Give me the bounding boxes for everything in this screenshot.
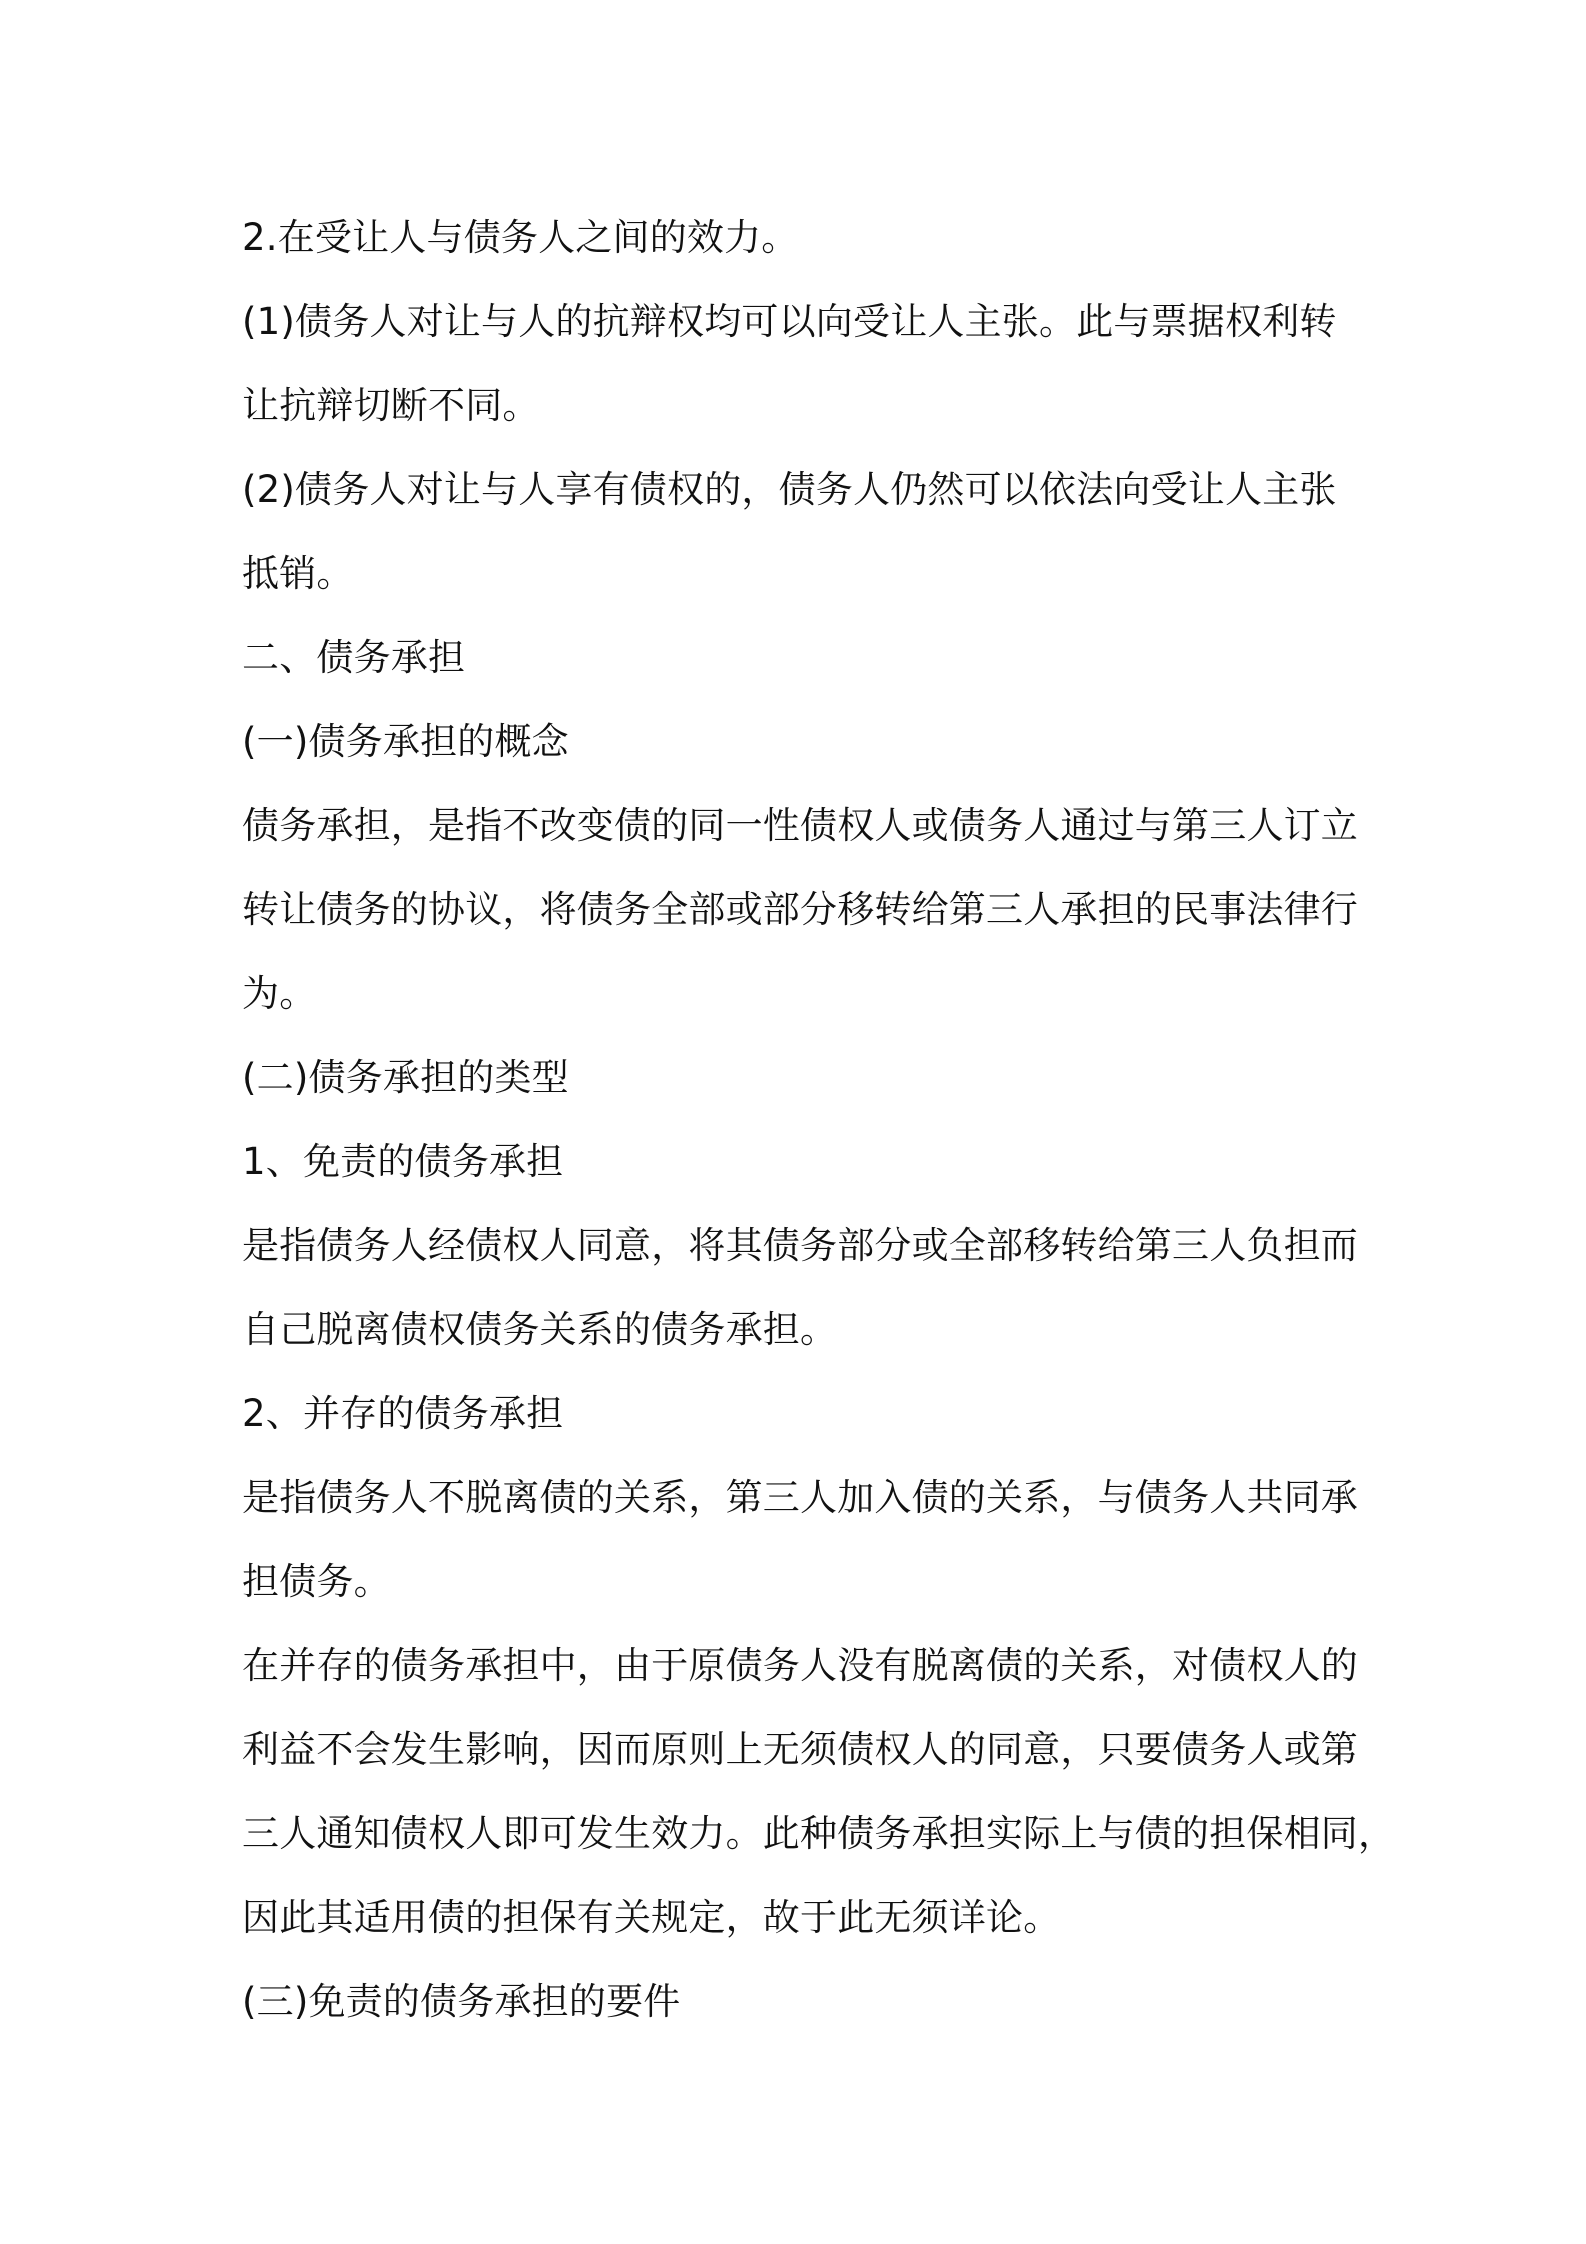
document-body: [242, 196, 1396, 2044]
subheading-concurrent-assumption: 2、并存的债务承担: [242, 1392, 564, 1435]
paragraph-line: (2)债务人对让与人享有债权的，债务人仍然可以依法向受让人主张: [242, 468, 1337, 511]
paragraph-line: 因此其适用债的担保有关规定，故于此无须详论。: [242, 1896, 1061, 1939]
paragraph-line: 是指债务人经债权人同意，将其债务部分或全部移转给第三人负担而: [242, 1224, 1358, 1267]
paragraph-line: 三人通知债权人即可发生效力。此种债务承担实际上与债的担保相同，: [242, 1812, 1396, 1855]
section-heading-effect-between-assignee-and-debtor: 2.在受让人与债务人之间的效力。: [242, 216, 799, 259]
paragraph-line: (1)债务人对让与人的抗辩权均可以向受让人主张。此与票据权利转: [242, 300, 1337, 343]
paragraph-line: 自己脱离债权债务关系的债务承担。: [242, 1308, 838, 1351]
subheading-exempted-assumption: 1、免责的债务承担: [242, 1140, 564, 1183]
paragraph-line: 为。: [242, 972, 317, 1015]
paragraph-line: 担债务。: [242, 1560, 391, 1603]
paragraph-line: 利益不会发生影响，因而原则上无须债权人的同意，只要债务人或第: [242, 1728, 1358, 1771]
subheading-requirements: (三)免责的债务承担的要件: [242, 1980, 681, 2023]
paragraph-line: 抵销。: [242, 552, 354, 595]
paragraph-line: 在并存的债务承担中，由于原债务人没有脱离债的关系，对债权人的: [242, 1644, 1358, 1687]
section-heading-debt-assumption: 二、债务承担: [242, 636, 466, 679]
subheading-concept: (一)债务承担的概念: [242, 720, 569, 763]
paragraph-line: 让抗辩切断不同。: [242, 384, 540, 427]
paragraph-line: 转让债务的协议，将债务全部或部分移转给第三人承担的民事法律行: [242, 888, 1358, 931]
paragraph-line: 是指债务人不脱离债的关系，第三人加入债的关系，与债务人共同承: [242, 1476, 1358, 1519]
subheading-types: (二)债务承担的类型: [242, 1056, 569, 1099]
paragraph-line: 债务承担，是指不改变债的同一性债权人或债务人通过与第三人订立: [242, 804, 1358, 847]
